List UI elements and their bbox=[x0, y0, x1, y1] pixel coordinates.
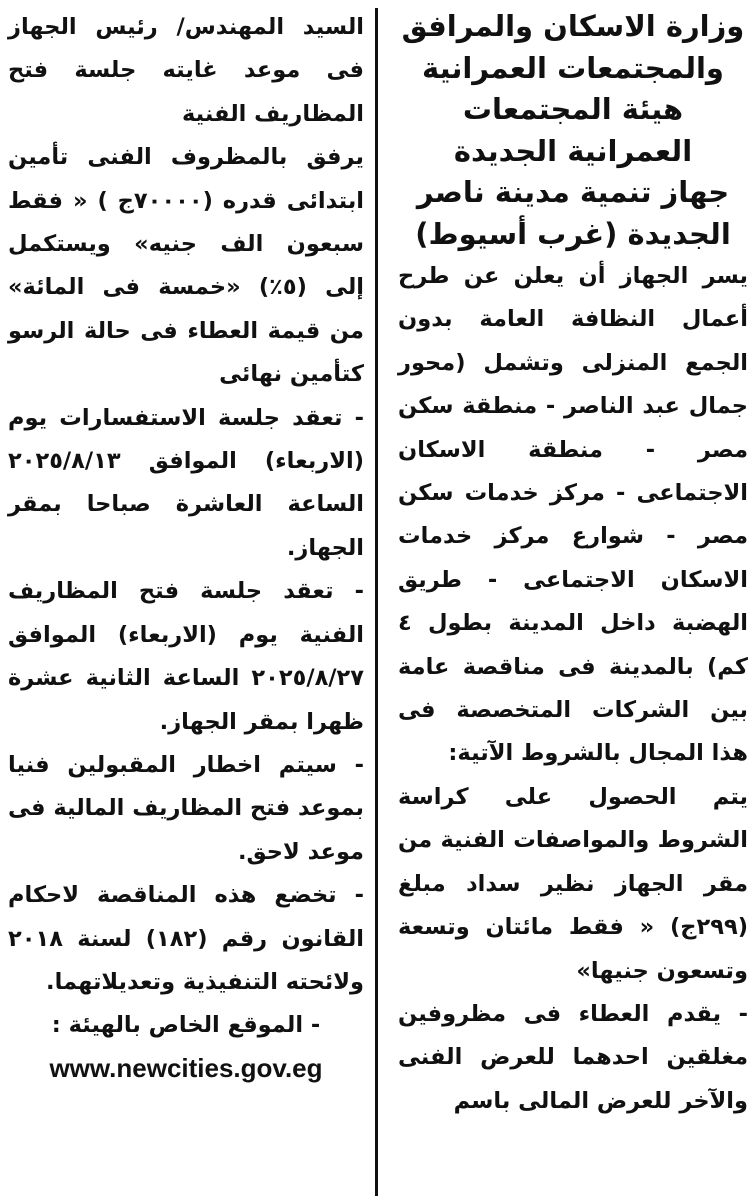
headline-line-2: والمجتمعات العمرانية bbox=[422, 50, 724, 85]
addressee-paragraph: السيد المهندس/ رئيس الجهاز فى موعد غايته جلسة فتح المظاريف الفنية bbox=[8, 14, 364, 127]
headline-line-3: هيئة المجتمعات bbox=[462, 92, 684, 126]
inquiries-session: - تعقد جلسة الاستفسارات يوم (الاربعاء) الموافق ٢٠٢٥/٨/١٣ الساعة العاشرة صباحا بمقر الجهاز. bbox=[8, 404, 364, 561]
tender-description: يسر الجهاز أن يعلن عن طرح أعمال النظافة العامة بدون الجمع المنزلى وتشمل (محور جمال عبد الناصر - منطقة سكن مصر - منطقة الاسكان الاجتماعى - مركز خدمات سكن مصر - شوارع مركز خدمات الاسكان الاجتماعى - طريق الهضبة داخل المدينة بطول ٤ كم) بالمدينة فى مناقصة عامة بين الشركات المتخصصة فى هذا المجال بالشروط الآتية: bbox=[398, 263, 748, 767]
headline-line-5: جهاز تنمية مدينة ناصر bbox=[416, 175, 730, 209]
left-column bbox=[0, 0, 374, 1200]
headline-line-6: الجديدة (غرب أسيوط) bbox=[415, 216, 731, 251]
insurance-paragraph: يرفق بالمظروف الفنى تأمين ابتدائى قدره (٧٠٠٠٠ج ) « فقط سبعون الف جنيه» ويستكمل إلى (٥٪) «خمسة فى المائة» من قيمة العطاء فى حالة الرسو كتأمين نهائى bbox=[8, 144, 364, 388]
envelopes-clause: - يقدم العطاء فى مظروفين مغلقين احدهما للعرض الفنى والآخر للعرض المالى باسم bbox=[398, 1000, 748, 1114]
website-url[interactable]: www.newcities.gov.eg bbox=[49, 1052, 323, 1083]
column-divider bbox=[375, 8, 378, 1196]
technical-opening-session: - تعقد جلسة فتح المظاريف الفنية يوم (الاربعاء) الموافق ٢٠٢٥/٨/٢٧ الساعة الثانية عشرة ظهرا بمقر الجهاز. bbox=[8, 578, 364, 735]
headline-line-1: وزارة الاسكان والمرافق bbox=[401, 9, 745, 43]
booklet-conditions: يتم الحصول على كراسة الشروط والمواصفات الفنية من مقر الجهاز نظير سداد مبلغ (٢٩٩ج) « فقط مائتان وتسعة وتسعون جنيها» bbox=[398, 783, 748, 984]
website-label: - الموقع الخاص بالهيئة : bbox=[51, 1012, 321, 1039]
right-column bbox=[388, 0, 756, 1200]
financial-notice: - سيتم اخطار المقبولين فنيا بموعد فتح المظاريف المالية فى موعد لاحق. bbox=[8, 751, 364, 865]
law-clause: - تخضع هذه المناقصة لاحكام القانون رقم (١٨٢) لسنة ٢٠١٨ ولائحته التنفيذية وتعديلاتهما. bbox=[8, 882, 365, 995]
headline-line-4: العمرانية الجديدة bbox=[453, 133, 693, 168]
